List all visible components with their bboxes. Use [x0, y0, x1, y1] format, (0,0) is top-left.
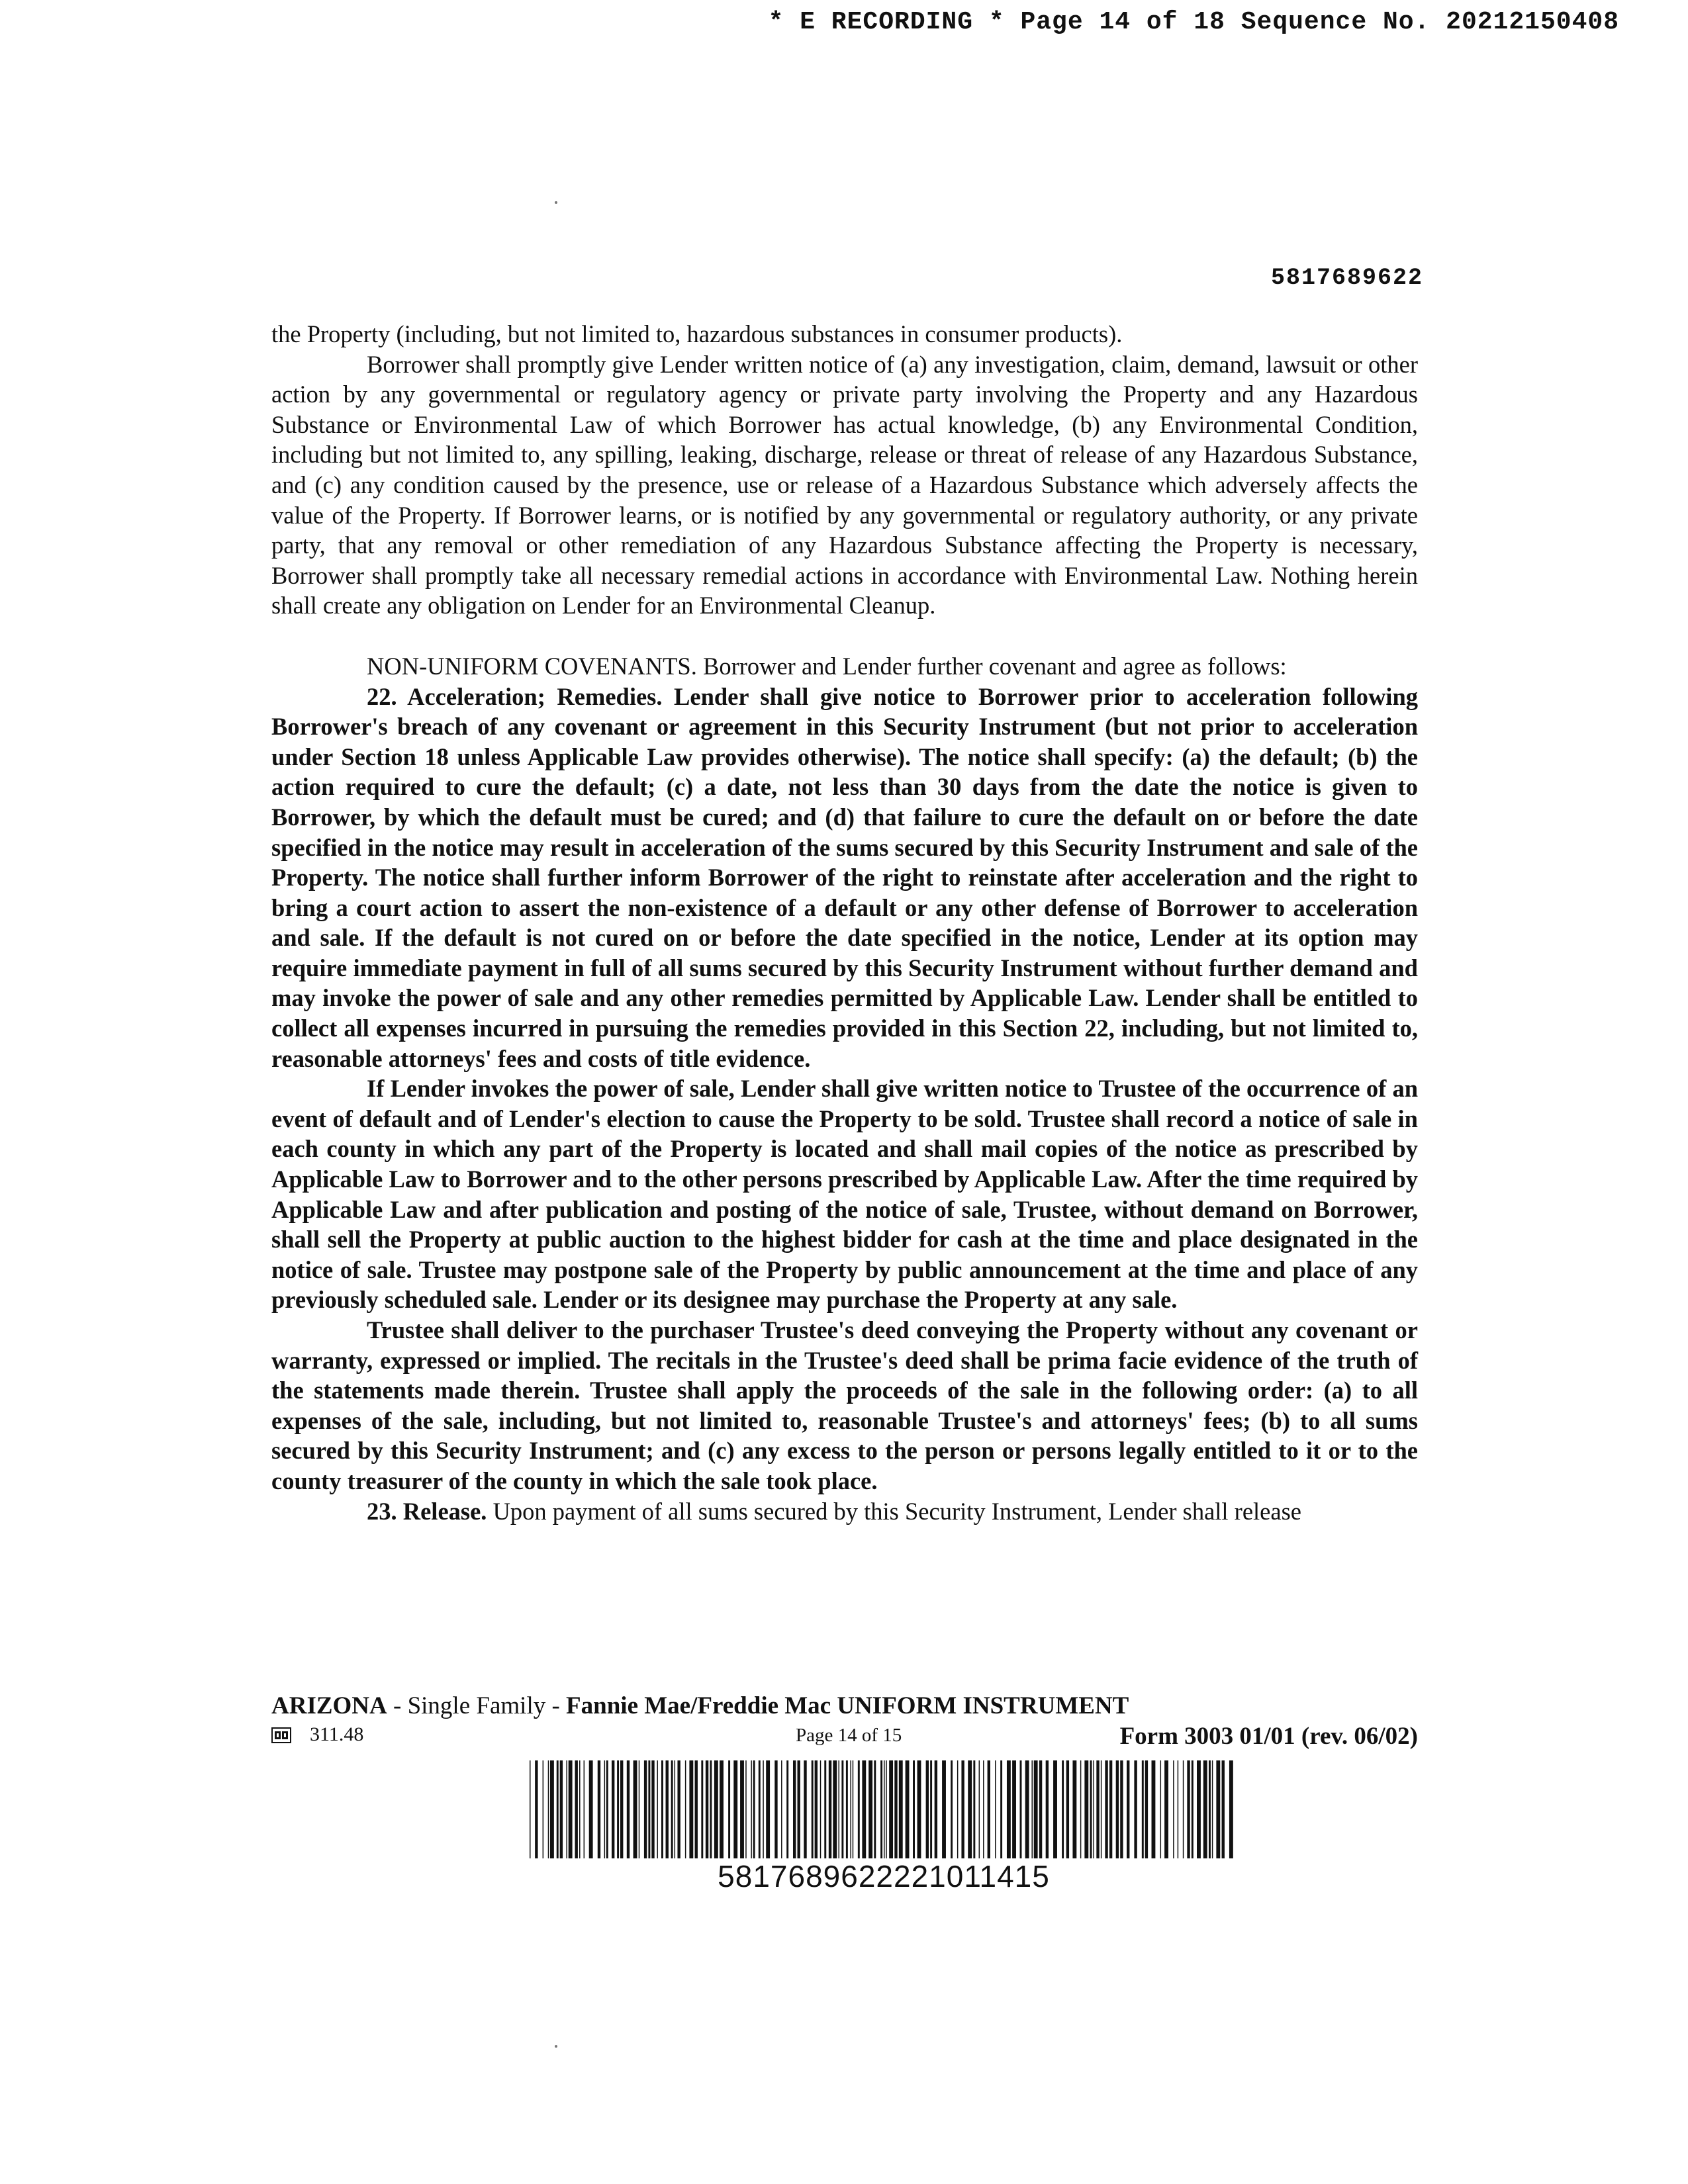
- barcode-bar: [714, 1760, 718, 1858]
- barcode-bar: [1192, 1760, 1194, 1858]
- barcode-bar: [899, 1760, 903, 1858]
- barcode-bar: [786, 1760, 788, 1858]
- paragraph: Trustee shall deliver to the purchaser Trustee's deed conveying the Property without any covenant or warranty, expressed or implied. The recitals in the Trustee's deed shall be prima facie evidence of the truth of the statements made therein. Trustee shall apply the proceeds of the sale in the following order: (a) to all expenses of the sale, including, but not limited to, reasonable Trustee's and attorneys' fees; (b) to all sums secured by this Security Instrument; and (c) any excess to the person or persons legally entitled to it or to the county treasurer of the county in which the sale took place.: [271, 1316, 1418, 1494]
- barcode-bar: [1101, 1760, 1102, 1858]
- barcode-bar: [1090, 1760, 1092, 1858]
- barcode-bar: [543, 1760, 544, 1858]
- barcode-bar: [1039, 1760, 1042, 1858]
- barcode-bar: [1187, 1760, 1190, 1858]
- barcode-bar: [1072, 1760, 1076, 1858]
- barcode-bar: [763, 1760, 764, 1858]
- release-text: Upon payment of all sums secured by this Security Instrument, Lender shall release: [487, 1497, 1301, 1525]
- paragraph: If Lender invokes the power of sale, Lender shall give written notice to Trustee of the occurrence of an event of default and of Lender's election to cause the Property to be sold. Trustee shall record a notice of sale in each county in which any part of the Property is located and shall mail copies of the notice as prescribed by Applicable Law to Borrower and to the other persons prescribed by Applicable Law. After the time required by Applicable Law and after publication and posting of the notice of sale, Trustee, without demand on Borrower, shall sell the Property at public auction to the highest bidder for cash at the time and place designated in the notice of sale. Trustee may postpone sale of the Property by public announcement at the time and place of any previously scheduled sale. Lender or its designee may purchase the Property at any sale.: [271, 1075, 1418, 1314]
- barcode-bar: [1031, 1760, 1033, 1858]
- barcode-bar: [550, 1760, 554, 1858]
- barcode-bar: [1020, 1760, 1022, 1858]
- barcode-bar: [988, 1760, 990, 1858]
- paragraph-gap: [271, 621, 1418, 651]
- barcode-bar: [1145, 1760, 1148, 1858]
- barcode-bar: [1142, 1760, 1144, 1858]
- barcode-bar: [829, 1760, 831, 1858]
- barcode-bar: [1183, 1760, 1184, 1858]
- barcode-bar: [812, 1760, 814, 1858]
- barcode-bar: [951, 1760, 953, 1858]
- barcode-bar: [1000, 1760, 1002, 1858]
- barcode-bar: [774, 1760, 777, 1858]
- barcode-bar: [633, 1760, 637, 1858]
- barcode-bar: [858, 1760, 860, 1858]
- barcode-bar: [740, 1760, 744, 1858]
- release-heading: 23. Release.: [367, 1497, 487, 1525]
- barcode-bar: [880, 1760, 882, 1858]
- barcode-bar: [575, 1760, 578, 1858]
- footer-instrument: Fannie Mae/Freddie Mac UNIFORM INSTRUMENT: [566, 1692, 1129, 1719]
- barcode: [530, 1760, 1238, 1858]
- barcode-bar: [1096, 1760, 1099, 1858]
- footer-separator: - Single Family -: [387, 1692, 567, 1719]
- barcode-bar: [759, 1760, 761, 1858]
- barcode-bar: [627, 1760, 630, 1858]
- barcode-bar: [710, 1760, 712, 1858]
- barcode-bar: [820, 1760, 821, 1858]
- barcode-bar: [894, 1760, 897, 1858]
- barcode-bar: [961, 1760, 964, 1858]
- barcode-bar: [1053, 1760, 1057, 1858]
- barcode-bar: [1164, 1760, 1168, 1858]
- barcode-bar: [548, 1760, 549, 1858]
- barcode-bar: [651, 1760, 654, 1858]
- barcode-bar: [862, 1760, 866, 1858]
- barcode-bar: [685, 1760, 686, 1858]
- barcode-bar: [1046, 1760, 1049, 1858]
- barcode-bar: [675, 1760, 676, 1858]
- barcode-bar: [661, 1760, 663, 1858]
- barcode-bar: [1080, 1760, 1082, 1858]
- barcode-bar: [815, 1760, 818, 1858]
- barcode-bar: [728, 1760, 730, 1858]
- scan-speck: [555, 201, 557, 204]
- barcode-bar: [1109, 1760, 1112, 1858]
- paragraph-release: [271, 1496, 1418, 1527]
- barcode-bar: [1229, 1760, 1233, 1858]
- barcode-bar: [1160, 1760, 1162, 1858]
- barcode-bar: [1203, 1760, 1207, 1858]
- barcode-bar: [657, 1760, 658, 1858]
- paragraph: Borrower shall promptly give Lender written notice of (a) any investigation, claim, demand, lawsuit or other action by any governmental or regulatory agency or private party involving the Property and any Hazardous Substance or Environmental Law of which Borrower has actual knowledge, (b) any Environmental Condition, including but not limited to, any spilling, leaking, discharge, release or threat of release of any Hazardous Substance, and (c) any condition caused by the presence, use or release of a Hazardous Substance which adversely affects the value of the Property. If Borrower learns, or is notified by any governmental or regulatory authority, or any private party, that any removal or other remediation of any Hazardous Substance affecting the Property is necessary, Borrower shall promptly take all necessary remedial actions in accordance with Environmental Law. Nothing herein shall create any obligation on Lender for an Environmental Cleanup.: [271, 350, 1418, 619]
- paragraph: NON-UNIFORM COVENANTS. Borrower and Lender further covenant and agree as follows:: [367, 652, 1287, 680]
- document-body: [271, 319, 1418, 1526]
- lender-logo-icon: [271, 1727, 291, 1743]
- barcode-bar: [706, 1760, 708, 1858]
- barcode-bar: [833, 1760, 837, 1858]
- barcode-bar: [589, 1760, 593, 1858]
- barcode-bar: [995, 1760, 996, 1858]
- barcode-bar: [983, 1760, 984, 1858]
- barcode-bar: [1222, 1760, 1225, 1858]
- barcode-bar: [701, 1760, 703, 1858]
- barcode-bar: [838, 1760, 839, 1858]
- footer-page-indicator: Page 14 of 15: [796, 1725, 902, 1746]
- barcode-bar: [1209, 1760, 1211, 1858]
- barcode-bar: [648, 1760, 650, 1858]
- barcode-bar: [1173, 1760, 1174, 1858]
- footer-form-number: Form 3003 01/01 (rev. 06/02): [1119, 1723, 1418, 1750]
- barcode-bar: [906, 1760, 910, 1858]
- barcode-bar: [942, 1760, 946, 1858]
- barcode-bar: [671, 1760, 673, 1858]
- barcode-bar: [798, 1760, 800, 1858]
- barcode-bar: [612, 1760, 614, 1858]
- barcode-bar: [1062, 1760, 1064, 1858]
- barcode-bar: [846, 1760, 848, 1858]
- barcode-bar: [695, 1760, 698, 1858]
- barcode-bar: [620, 1760, 623, 1858]
- barcode-bar: [1066, 1760, 1069, 1858]
- barcode-bar: [1093, 1760, 1094, 1858]
- barcode-bar: [781, 1760, 782, 1858]
- barcode-bar: [766, 1760, 770, 1858]
- barcode-bar: [1127, 1760, 1129, 1858]
- barcode-bar: [579, 1760, 581, 1858]
- barcode-bar: [850, 1760, 851, 1858]
- barcode-bar: [598, 1760, 600, 1858]
- barcode-bar: [604, 1760, 606, 1858]
- barcode-bar: [639, 1760, 640, 1858]
- scan-speck: [555, 2045, 557, 2048]
- barcode-number: 5817689622221011415: [718, 1859, 1050, 1893]
- barcode-bar: [973, 1760, 975, 1858]
- barcode-bar: [751, 1760, 752, 1858]
- barcode-bar: [1197, 1760, 1201, 1858]
- barcode-bar: [535, 1760, 538, 1858]
- barcode-bar: [979, 1760, 980, 1858]
- barcode-bar: [917, 1760, 921, 1858]
- footer-form-line: [271, 1723, 1418, 1752]
- barcode-bar: [841, 1760, 843, 1858]
- barcode-bar: [584, 1760, 585, 1858]
- loan-number: 5817689622: [1270, 265, 1423, 291]
- barcode-bar: [886, 1760, 887, 1858]
- barcode-bar: [569, 1760, 573, 1858]
- barcode-bar: [720, 1760, 724, 1858]
- barcode-bar: [968, 1760, 972, 1858]
- barcode-bar: [666, 1760, 669, 1858]
- barcode-bar: [1034, 1760, 1038, 1858]
- barcode-bar: [824, 1760, 826, 1858]
- barcode-bar: [868, 1760, 872, 1858]
- barcode-bar: [745, 1760, 747, 1858]
- barcode-bar: [1152, 1760, 1156, 1858]
- barcode-bar: [530, 1760, 531, 1858]
- barcode-bar: [689, 1760, 693, 1858]
- footer-form-code: 311.48: [310, 1723, 364, 1745]
- barcode-bar: [1084, 1760, 1088, 1858]
- barcode-bar: [1134, 1760, 1137, 1858]
- barcode-bar: [566, 1760, 567, 1858]
- barcode-bar: [1007, 1760, 1011, 1858]
- footer-state: ARIZONA: [271, 1692, 387, 1719]
- barcode-bar: [884, 1760, 885, 1858]
- barcode-bar: [557, 1760, 559, 1858]
- barcode-bar: [853, 1760, 854, 1858]
- barcode-bar: [1105, 1760, 1107, 1858]
- barcode-bar: [913, 1760, 915, 1858]
- paragraph: 22. Acceleration; Remedies. Lender shall give notice to Borrower prior to acceleration following Borrower's breach of any covenant or agreement in this Security Instrument (but not prior to acceleration under Section 18 unless Applicable Law provides otherwise). The notice shall specify: (a) the default; (b) the action required to cure the default; (c) a date, not less than 30 days from the date the notice is given to Borrower, by which the default must be cured; and (d) that failure to cure the default on or before the date specified in the notice may result in acceleration of the sums secured by this Security Instrument and sale of the Property. The notice shall further inform Borrower of the right to reinstate after acceleration and the right to bring a court action to assert the non-existence of a default or any other defense of Borrower to acceleration and sale. If the default is not cured on or before the date specified in the notice, Lender at its option may require immediate payment in full of all sums secured by this Security Instrument without further demand and may invoke the power of sale and any other remedies permitted by Applicable Law. Lender shall be entitled to collect all expenses incurred in pursuing the remedies provided in this Section 22, including, but not limited to, reasonable attorneys' fees and costs of title evidence.: [271, 682, 1418, 1072]
- barcode-bar: [1025, 1760, 1029, 1858]
- barcode-bar: [733, 1760, 737, 1858]
- barcode-bar: [1212, 1760, 1213, 1858]
- barcode-bar: [1120, 1760, 1123, 1858]
- barcode-bar: [606, 1760, 608, 1858]
- barcode-bar: [1116, 1760, 1119, 1858]
- barcode-bar: [617, 1760, 619, 1858]
- barcode-bar: [957, 1760, 959, 1858]
- barcode-bar: [804, 1760, 806, 1858]
- barcode-bar: [677, 1760, 680, 1858]
- barcode-bar: [889, 1760, 893, 1858]
- barcode-bar: [1216, 1760, 1220, 1858]
- barcode-bar: [793, 1760, 796, 1858]
- barcode-bar: [930, 1760, 932, 1858]
- footer-instrument-line: [271, 1692, 1129, 1720]
- barcode-bar: [560, 1760, 563, 1858]
- paragraph: the Property (including, but not limited to, hazardous substances in consumer products).: [271, 320, 1123, 347]
- barcode-bar: [926, 1760, 929, 1858]
- recording-header: * E RECORDING * Page 14 of 18 Sequence No. 20212150408: [768, 8, 1619, 36]
- barcode-bar: [935, 1760, 937, 1858]
- barcode-bar: [1012, 1760, 1016, 1858]
- barcode-bar: [874, 1760, 876, 1858]
- barcode-bar: [753, 1760, 755, 1858]
- barcode-bar: [644, 1760, 647, 1858]
- barcode-bar: [1178, 1760, 1179, 1858]
